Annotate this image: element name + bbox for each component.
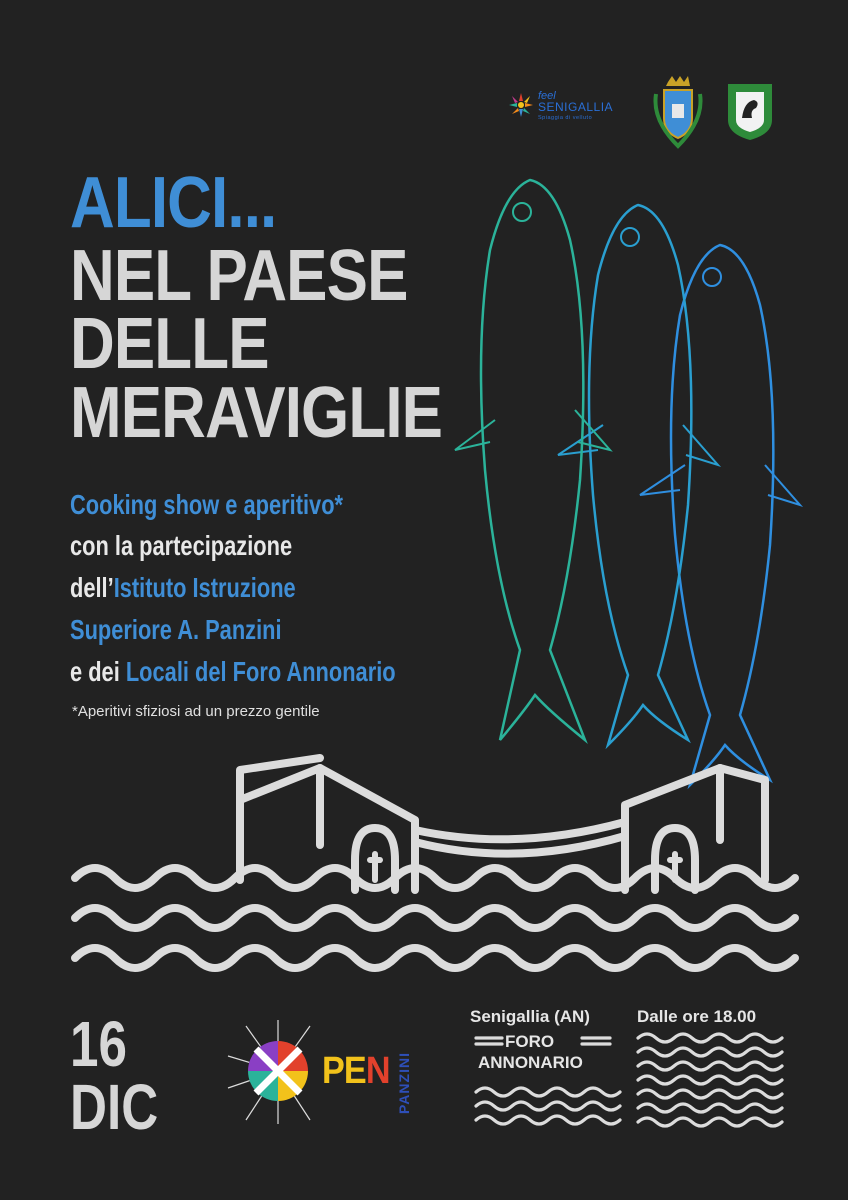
open-word-n: N [365,1050,390,1092]
description-line-locali [70,657,396,687]
feel-tagline: Spiaggia di velluto [538,115,593,121]
small-wave-right-7 [638,1118,782,1126]
wave-line-2 [75,908,795,928]
venue-line-2: ANNONARIO [478,1053,583,1072]
date-month: DIC [70,1071,159,1143]
panzini-vertical-label: PANZINI [396,1052,412,1114]
small-wave-right-3 [638,1062,782,1070]
wave-line-1 [75,868,795,888]
small-wave-right-5 [638,1090,782,1098]
marche-region-icon [724,80,776,142]
small-wave-right-4 [638,1076,782,1084]
description-line-partecipazione: con la partecipazione [70,530,293,561]
title-line-alici: ALICI... [70,163,277,243]
anchovies-illustration [450,170,820,810]
small-wave-right-1 [638,1034,782,1042]
senigallia-word: SENIGALLIA [538,100,614,114]
feel-word: feel [538,90,556,102]
open-panzini-logo [226,1016,422,1126]
info-decoration [470,1030,790,1130]
date-day: 16 [70,1008,127,1080]
description-line-panzini: Superiore A. Panzini [70,614,282,645]
small-wave-right-6 [638,1104,782,1112]
description-line-istituto [70,573,296,603]
time-label: Dalle ore 18.00 [637,1007,757,1026]
description-prefix-dell: dell’ [70,572,114,603]
small-wave-left-2 [476,1102,620,1110]
sun-flower-icon [508,92,534,118]
fish-1 [455,180,610,740]
city-crest-icon [648,74,708,150]
open-circle-icon [226,1016,326,1126]
description-prefix-e-dei: e dei [70,656,126,687]
title-line-meraviglie: MERAVIGLIE [70,373,443,453]
foro-annonario-bridge-illustration [60,750,800,980]
description-highlight-locali: Locali del Foro Annonario [125,656,396,687]
small-wave-left-1 [476,1088,620,1096]
description-highlight-istituto: Istituto Istruzione [113,572,296,603]
feel-senigallia-logo [508,86,632,132]
venue-line-1: FORO [505,1032,555,1051]
wave-line-3 [75,948,795,968]
open-word [322,1050,390,1093]
small-wave-right-2 [638,1048,782,1056]
description-line-cooking-show: Cooking show e aperitivo* [70,489,344,520]
open-word-pe: PE [322,1050,366,1092]
title-line-delle: DELLE [70,304,269,384]
footnote: *Aperitivi sfiziosi ad un prezzo gentile [72,703,320,720]
city-label: Senigallia (AN) [470,1007,590,1026]
title-line-nel-paese: NEL PAESE [70,236,408,316]
small-wave-left-3 [476,1116,620,1124]
bridge-deck-top [415,822,625,839]
